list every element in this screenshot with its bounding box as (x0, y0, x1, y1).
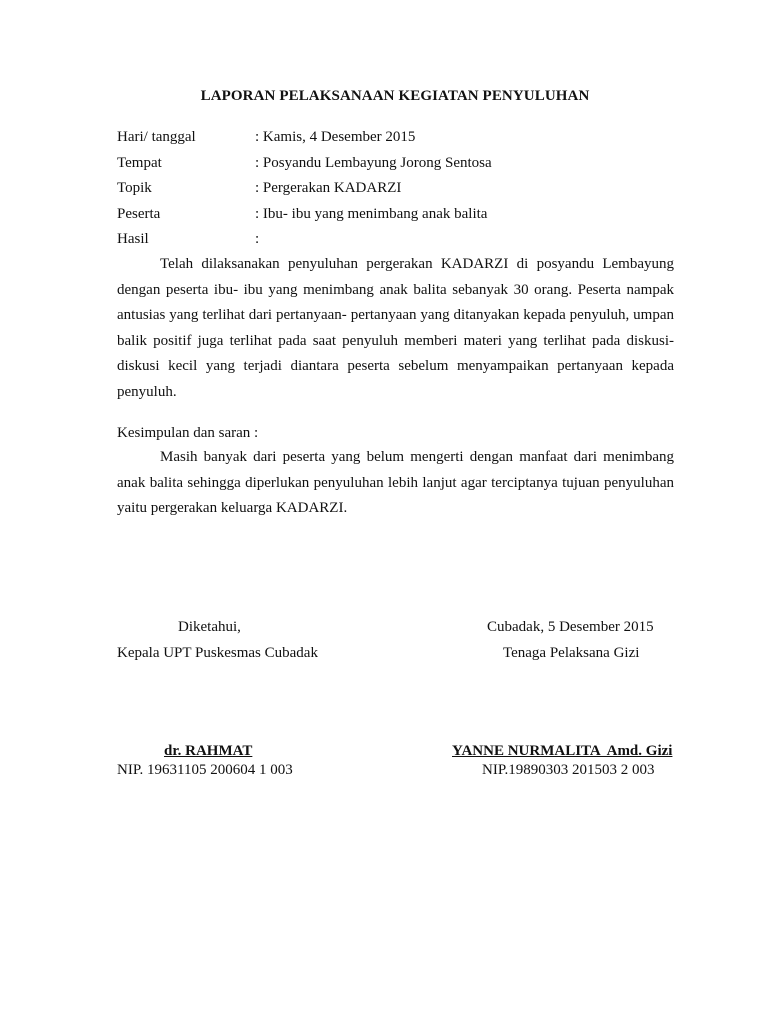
field-value: : (255, 231, 260, 247)
result-paragraph: Telah dilaksanakan penyuluhan pergerakan KADARZI di posyandu Lembayung dengan peserta ibu- ibu yang menimbang anak balita sebanyak 30 orang. Peserta nampak antusias yang terlihat dari pertanyaan- pertanyaan yang ditanyakan kepada penyuluh, umpan balik positif juga terlihat pada saat penyuluh memberi materi yang terlihat pada diskusi- diskusi kecil yang terjadi diantara peserta sebelum menyampaikan pertanyaan kepada penyuluh. (117, 256, 674, 400)
field-value: : Ibu- ibu yang menimbang anak balita (255, 205, 488, 222)
left-signer-nip: NIP. 19631105 200604 1 003 (117, 762, 293, 778)
right-signer-nip: NIP.19890303 201503 2 003 (482, 762, 655, 778)
report-title: LAPORAN PELAKSANAAN KEGIATAN PENYULUHAN (200, 88, 590, 104)
field-label: Hari/ tanggal (117, 129, 196, 145)
left-acknowledged: Diketahui, (178, 619, 241, 635)
field-label: Tempat (117, 154, 162, 171)
field-row-place (117, 154, 677, 180)
right-signer-role: Tenaga Pelaksana Gizi (503, 645, 640, 661)
field-label: Peserta (117, 205, 161, 222)
field-value: : Kamis, 4 Desember 2015 (255, 129, 416, 145)
left-signer-name: dr. RAHMAT (164, 743, 253, 759)
field-label: Topik (117, 180, 152, 196)
left-signer-role: Kepala UPT Puskesmas Cubadak (117, 645, 318, 661)
field-label: Hasil (117, 231, 149, 247)
field-row-topic (117, 179, 677, 205)
field-row-participants (117, 205, 677, 231)
conclusion-paragraph: Masih banyak dari peserta yang belum mengerti dengan manfaat dari menimbang anak balita sehingga diperlukan penyuluhan lebih lanjut agar terciptanya tujuan penyuluhan yaitu pergerakan keluarga KADARZI. (117, 449, 674, 516)
right-signer-name: YANNE NURMALITA Amd. Gizi (452, 743, 673, 759)
field-value: : Posyandu Lembayung Jorong Sentosa (255, 154, 492, 171)
report-fields (117, 128, 677, 256)
field-row-date (117, 128, 677, 154)
field-value: : Pergerakan KADARZI (255, 180, 402, 196)
right-place-date: Cubadak, 5 Desember 2015 (487, 619, 654, 635)
conclusion-heading: Kesimpulan dan saran : (117, 425, 259, 441)
